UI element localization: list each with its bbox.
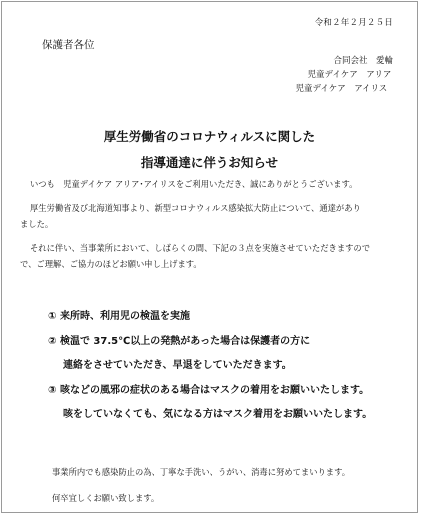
footer-text: [52, 459, 407, 511]
document-date: 令和２年２月２５日: [314, 18, 393, 28]
paragraph-greeting: [30, 176, 395, 192]
paragraph-measures-line-1: それに伴い、当事業所において、しばらくの間、下記の３点を実施させていただきますので: [30, 243, 371, 253]
title-line-1: 厚生労働省のコロナウィルスに関した: [103, 129, 316, 144]
sender-facility-iris: 児童デイケア アイリス: [295, 84, 388, 94]
paragraph-notice-line-2: ました。: [20, 219, 54, 229]
measures-list: [48, 305, 407, 428]
paragraph-notice: [20, 200, 395, 232]
title-line-2: 指導通達に伴うお知らせ: [140, 155, 279, 170]
measure-item-2-cont: 連絡をさせていただき、早退をしていただきます。: [63, 360, 292, 371]
sender-facility-aria: 児童デイケア アリア: [307, 70, 392, 80]
sender-company: 合同会社 愛輪: [333, 56, 393, 66]
addressee: 保護者各位: [42, 39, 95, 51]
document-title: [2, 124, 417, 176]
paragraph-notice-line-1: 厚生労働省及び北海道知事より、新型コロナウィルス感染拡大防止について、通達があり: [30, 203, 361, 213]
paragraph-measures: [20, 240, 395, 272]
notice-document: [1, 1, 418, 513]
body-text: [20, 176, 395, 280]
measure-item-3-cont: 咳をしていなくても、気になる方はマスク着用をお願いいたします。: [63, 409, 373, 420]
measure-item-2: ② 検温で 37.5℃以上の発熱があった場合は保護者の方に: [48, 335, 311, 347]
footer-hygiene: 事業所内でも感染防止の為、丁寧な手洗い、うがい、消毒に努めてまいります。: [52, 467, 351, 477]
paragraph-measures-line-2: で、ご理解、ご協力のほどお願い申し上げます。: [20, 259, 202, 269]
footer-closing: 何卒宜しくお願い致します。: [52, 493, 160, 503]
measure-item-1: ① 来所時、利用児の検温を実施: [48, 311, 190, 322]
paragraph-greeting-text: いつも 児童デイケア アリア･アイリスをご利用いただき、誠にありがとうございます。: [30, 179, 358, 189]
sender-block: [295, 54, 393, 96]
measure-item-3: ③ 咳などの風邪の症状のある場合はマスクの着用をお願いいたします。: [48, 384, 370, 396]
